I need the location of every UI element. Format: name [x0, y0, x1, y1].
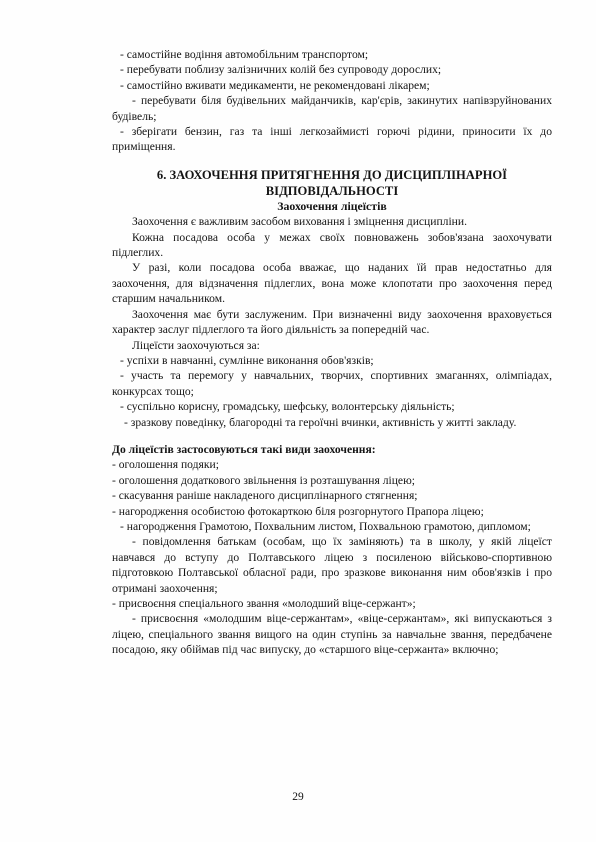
list-item: - зберігати бензин, газ та інші легкозаймисті горючі рідини, приносити їх до приміщення.	[112, 125, 552, 154]
list-item: - оголошення подяки;	[112, 458, 219, 472]
page-content	[112, 47, 552, 658]
list-item: - нагородження Грамотою, Похвальним листом, Похвальною грамотою, дипломом;	[120, 519, 531, 533]
list-item: - самостійне водіння автомобільним транспортом;	[120, 48, 369, 61]
list-item: - повідомлення батькам (особам, що їх заміняють) та в школу, у якій ліцеїст навчався до вступу до Полтавського ліцею з посиленою військово-спортивною підготовкою Полтавської обласної ради, про зразкове виконання ним обов'язків і про отримані заохочення;	[112, 535, 552, 595]
page-number: 29	[292, 791, 304, 803]
list-item: - присвоєння «молодшим віце-сержантам», «віце-сержантам», які випускаються з ліцею, спеціального звання вищого на один ступінь за навчальне звання, передбачене посадою, яку обіймав під час випуску, до «старшого віце-сержанта» включно;	[112, 612, 552, 657]
section-title-continued: ВІДПОВІДАЛЬНОСТІ	[265, 183, 399, 198]
types-heading: До ліцеїстів застосовуються такі види заохочення:	[112, 442, 376, 456]
list-item: - перебувати поблизу залізничних колій без супроводу дорослих;	[120, 63, 442, 77]
list-item: - успіхи в навчанні, сумлінне виконання обов'язків;	[120, 353, 374, 367]
list-item: - зразкову поведінку, благородні та героїчні вчинки, активність у житті закладу.	[124, 415, 517, 429]
list-item: - присвоєння спеціального звання «молодший віце-сержант»;	[112, 597, 416, 610]
list-item: - нагородження особистою фотокарткою біля розгорнутого Прапора ліцею;	[112, 504, 484, 518]
paragraph: Кожна посадова особа у межах своїх повноважень зобов'язана заохочувати підлеглих.	[112, 230, 552, 260]
subsection-title: Заохочення ліцеїстів	[277, 198, 387, 213]
paragraph: Заохочення має бути заслуженим. При визначенні виду заохочення враховується характер заслуг підлеглого та його діяльність за попередній час.	[112, 307, 552, 337]
paragraph: Заохочення є важливим засобом виховання і зміцнення дисципліни.	[132, 215, 467, 229]
section-title: 6. ЗАОХОЧЕННЯ ПРИТЯГНЕННЯ ДО ДИСЦИПЛІНАРНОЇ	[156, 167, 508, 182]
list-item: - перебувати біля будівельних майданчиків, кар'єрів, закинутих напівзруйнованих будівель;	[112, 94, 552, 123]
paragraph: Ліцеїсти заохочуються за:	[132, 338, 260, 352]
list-item: - самостійно вживати медикаменти, не рекомендовані лікарем;	[120, 78, 430, 92]
paragraph: У разі, коли посадова особа вважає, що наданих їй прав недостатньо для заохочення, для відзначення підлеглих, вона може клопотати про заохочення перед старшим начальником.	[112, 261, 552, 306]
list-item: - суспільно корисну, громадську, шефську, волонтерську діяльність;	[120, 400, 455, 414]
list-item: - участь та перемогу у навчальних, творчих, спортивних змаганнях, олімпіадах, конкурсах тощо;	[112, 369, 552, 398]
list-item: - оголошення додаткового звільнення із розташування ліцею;	[112, 473, 415, 487]
list-item: - скасування раніше накладеного дисциплінарного стягнення;	[112, 489, 418, 503]
